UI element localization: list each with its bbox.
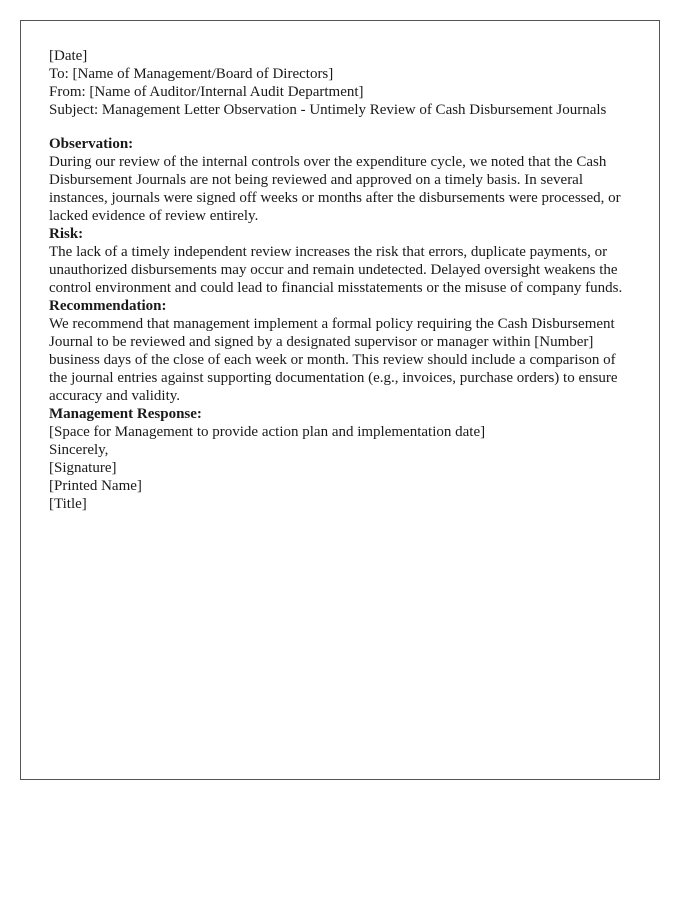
management-response-heading: Management Response: [49, 406, 202, 422]
recommendation-text: We recommend that management implement a formal policy requiring the Cash Disbursement Journal to be reviewed and signed by a designated supervisor or manager within [Number] business days of the close of each week or month. This review should include a comparison of the journal entries against supporting documentation (e.g., invoices, purchase orders) to ensure accuracy and validity. [49, 316, 618, 404]
to-line: To: [Name of Management/Board of Directors] [49, 66, 334, 82]
printed-name: [Printed Name] [49, 478, 142, 494]
closing-line: Sincerely, [49, 442, 109, 458]
recommendation-heading: Recommendation: [49, 298, 167, 314]
observation-heading: Observation: [49, 136, 134, 152]
letter-date: [Date] [49, 48, 88, 64]
observation-text: During our review of the internal controls over the expenditure cycle, we noted that the Cash Disbursement Journals are not being reviewed and approved on a timely basis. In several instances, journals were signed off weeks or months after the disbursements were processed, or lacked evidence of review entirely. [49, 154, 621, 224]
subject-line: Subject: Management Letter Observation - Untimely Review of Cash Disbursement Journals [49, 102, 607, 118]
letter-document [20, 20, 660, 780]
signatory-title: [Title] [49, 496, 87, 512]
risk-heading: Risk: [49, 226, 84, 242]
from-line: From: [Name of Auditor/Internal Audit Department] [49, 84, 364, 100]
risk-text: The lack of a timely independent review increases the risk that errors, duplicate payments, or unauthorized disbursements may occur and remain undetected. Delayed oversight weakens the control environment and could lead to financial misstatements or the misuse of company funds. [49, 244, 623, 296]
signatory-block [49, 477, 631, 513]
signature-placeholder: [Signature] [49, 460, 117, 476]
management-response-text: [Space for Management to provide action plan and implementation date] [49, 424, 486, 440]
letter-header [49, 65, 631, 119]
